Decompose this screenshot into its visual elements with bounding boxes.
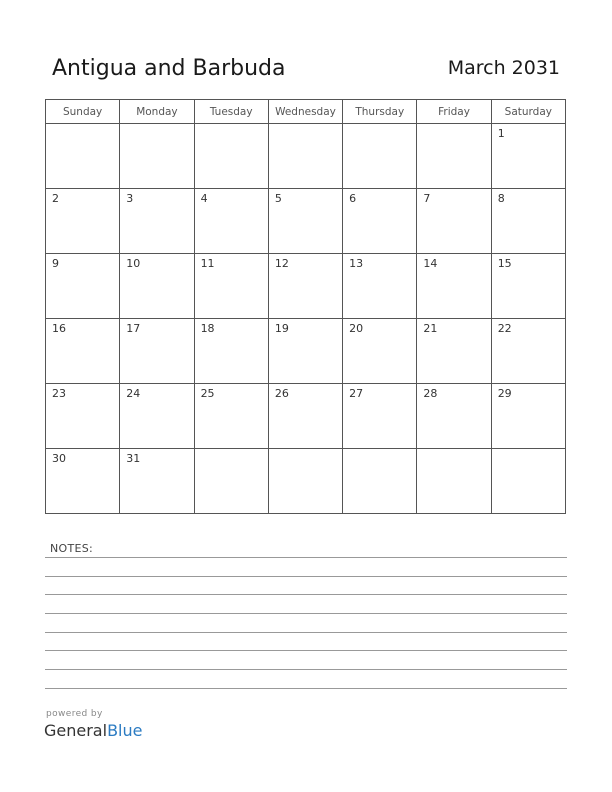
week-row	[46, 189, 566, 254]
day-cell	[120, 449, 194, 514]
day-number: 17	[126, 322, 141, 335]
day-cell	[120, 189, 194, 254]
note-line	[45, 594, 567, 595]
day-cell	[343, 319, 417, 384]
note-line	[45, 650, 567, 651]
day-number: 9	[52, 257, 59, 270]
day-cell	[194, 384, 268, 449]
day-cell	[46, 124, 120, 189]
day-number: 31	[126, 452, 141, 465]
day-cell	[343, 449, 417, 514]
day-cell	[268, 384, 342, 449]
day-cell	[120, 319, 194, 384]
day-number: 11	[200, 257, 215, 270]
day-cell	[491, 254, 565, 319]
day-number: 14	[423, 257, 438, 270]
notes-label: NOTES:	[50, 542, 94, 555]
day-number: 7	[423, 192, 431, 205]
day-number	[269, 449, 342, 452]
day-number	[195, 449, 268, 452]
day-number: 10	[126, 257, 141, 270]
day-number: 13	[349, 257, 364, 270]
month-year-label: March 2031	[447, 57, 560, 79]
note-line	[45, 576, 567, 577]
day-cell	[491, 319, 565, 384]
day-cell	[417, 254, 491, 319]
weekday-friday: Friday	[417, 100, 491, 124]
day-cell	[120, 384, 194, 449]
day-number	[269, 124, 342, 127]
day-cell	[120, 124, 194, 189]
day-number: 20	[349, 322, 364, 335]
week-row	[46, 384, 566, 449]
day-number: 2	[52, 192, 59, 205]
day-cell	[417, 384, 491, 449]
day-cell	[194, 449, 268, 514]
day-cell	[491, 384, 565, 449]
day-cell	[343, 254, 417, 319]
day-cell	[268, 124, 342, 189]
day-cell	[268, 254, 342, 319]
day-cell	[194, 254, 268, 319]
day-cell	[46, 384, 120, 449]
week-row	[46, 124, 566, 189]
day-cell	[46, 319, 120, 384]
note-line	[45, 632, 567, 633]
day-number	[343, 449, 416, 452]
calendar-grid	[45, 99, 566, 514]
day-number: 1	[497, 127, 505, 140]
week-row	[46, 254, 566, 319]
day-number: 28	[423, 387, 438, 400]
day-number	[120, 124, 193, 127]
day-cell	[343, 384, 417, 449]
day-cell	[417, 124, 491, 189]
day-number: 16	[52, 322, 66, 335]
weekday-header-row	[46, 100, 566, 124]
day-cell	[46, 189, 120, 254]
day-cell	[268, 319, 342, 384]
brand-logo-general: General	[44, 721, 108, 740]
day-number	[417, 124, 490, 127]
day-number: 8	[497, 192, 505, 205]
weekday-sunday: Sunday	[46, 100, 120, 124]
note-line	[45, 613, 567, 614]
brand-logo-blue: Blue	[107, 721, 143, 740]
day-cell	[268, 189, 342, 254]
note-line	[45, 557, 567, 558]
day-number	[46, 124, 119, 127]
day-cell	[417, 189, 491, 254]
day-cell	[46, 449, 120, 514]
day-number: 3	[126, 192, 134, 205]
day-number: 15	[497, 257, 512, 270]
day-number: 21	[423, 322, 438, 335]
day-cell	[194, 189, 268, 254]
day-number: 19	[274, 322, 289, 335]
day-number	[343, 124, 416, 127]
day-number: 12	[274, 257, 289, 270]
day-number: 5	[274, 192, 282, 205]
day-number: 22	[497, 322, 512, 335]
day-cell	[194, 124, 268, 189]
day-number: 4	[200, 192, 208, 205]
day-number: 29	[497, 387, 512, 400]
weekday-tuesday: Tuesday	[194, 100, 268, 124]
day-cell	[417, 449, 491, 514]
weekday-thursday: Thursday	[343, 100, 417, 124]
weekday-wednesday: Wednesday	[268, 100, 342, 124]
day-cell	[343, 189, 417, 254]
day-cell	[417, 319, 491, 384]
day-number: 24	[126, 387, 141, 400]
day-cell	[194, 319, 268, 384]
week-row	[46, 319, 566, 384]
day-number: 27	[349, 387, 364, 400]
day-cell	[268, 449, 342, 514]
day-cell	[343, 124, 417, 189]
weekday-monday: Monday	[120, 100, 194, 124]
day-number: 18	[200, 322, 215, 335]
week-row	[46, 449, 566, 514]
day-number: 30	[52, 452, 66, 465]
note-line	[45, 669, 567, 670]
calendar-title: Antigua and Barbuda	[52, 56, 286, 81]
day-number: 23	[52, 387, 66, 400]
day-cell	[491, 189, 565, 254]
day-cell	[491, 124, 565, 189]
day-number	[492, 449, 565, 452]
day-number: 25	[200, 387, 215, 400]
weekday-saturday: Saturday	[491, 100, 565, 124]
day-cell	[120, 254, 194, 319]
day-number: 6	[349, 192, 357, 205]
note-line	[45, 688, 567, 689]
day-number	[417, 449, 490, 452]
brand-logo	[44, 721, 142, 740]
day-cell	[491, 449, 565, 514]
day-number: 26	[274, 387, 289, 400]
day-number	[195, 124, 268, 127]
powered-by-text: powered by	[46, 709, 103, 719]
day-cell	[46, 254, 120, 319]
